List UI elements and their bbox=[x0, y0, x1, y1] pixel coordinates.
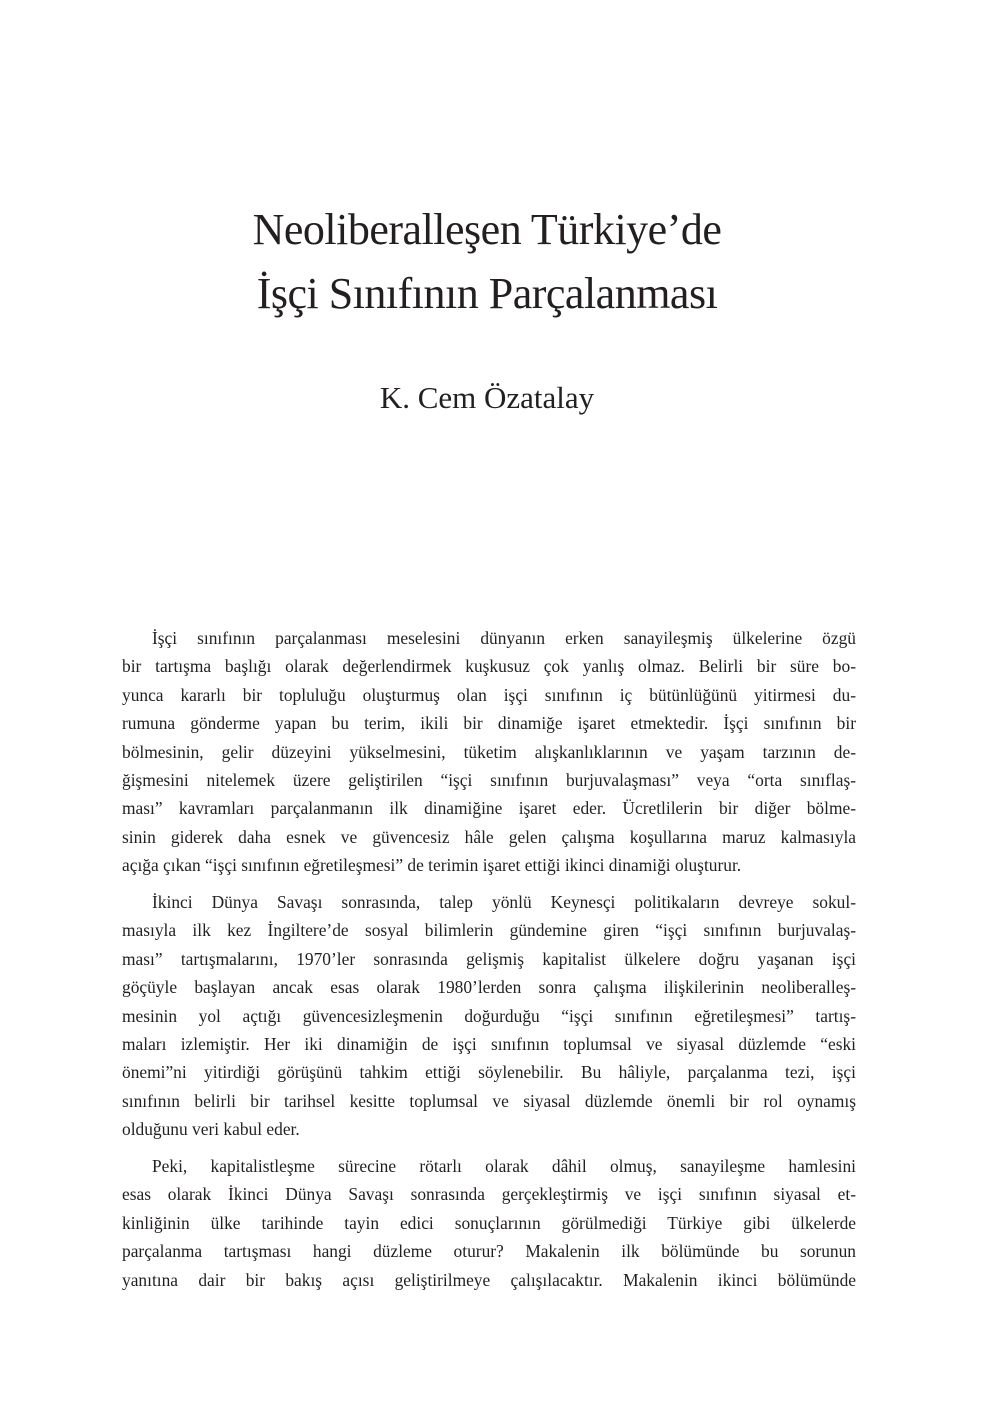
paragraph bbox=[122, 1152, 856, 1294]
paragraph bbox=[122, 624, 856, 880]
text-line: kinliğinin ülke tarihinde tayin edici sonuçlarının görülmediği Türkiye gibi ülkelerde bbox=[122, 1212, 856, 1233]
text-line: sınıfının belirli bir tarihsel kesitte toplumsal ve siyasal düzlemde önemli bir rol oynamış bbox=[122, 1090, 856, 1111]
author-name: K. Cem Özatalay bbox=[379, 380, 595, 415]
text-line: Peki, kapitalistleşme sürecine rötarlı olarak dâhil olmuş, sanayileşme hamlesini bbox=[152, 1156, 856, 1177]
text-line: masıyla ilk kez İngiltere’de sosyal bilimlerin gündemine giren “işçi sınıfının burjuvalaş- bbox=[122, 920, 856, 941]
text-line: önemi”ni yitirdiği görüşünü tahkim ettiği söylenebilir. Bu hâliyle, parçalanma tezi, işçi bbox=[122, 1062, 856, 1083]
text-line: parçalanma tartışması hangi düzleme oturur? Makalenin ilk bölümünde bu sorunun bbox=[122, 1241, 856, 1262]
text-line: maları izlemiştir. Her iki dinamiğin de işçi sınıfının toplumsal ve siyasal düzlemde “eski bbox=[122, 1033, 856, 1054]
paragraph bbox=[122, 888, 856, 1144]
text-line: olduğunu veri kabul eder. bbox=[122, 1119, 300, 1140]
text-line: açığa çıkan “işçi sınıfının eğretileşmesi” de terimin işaret ettiği ikinci dinamiği oluşturur. bbox=[122, 855, 742, 876]
text-line: bölmesinin, gelir düzeyini yükselmesini, tüketim alışkanlıklarının ve yaşam tarzının de- bbox=[122, 741, 856, 762]
article-body bbox=[122, 624, 856, 1302]
page-title bbox=[0, 198, 974, 326]
text-line: İşçi sınıfının parçalanması meselesini dünyanın erken sanayileşmiş ülkelerine özgü bbox=[152, 628, 856, 648]
title-line-1: Neoliberalleşen Türkiye’de bbox=[252, 205, 722, 254]
text-line: ması” tartışmalarını, 1970’ler sonrasında gelişmiş kapitalist ülkelere doğru yaşanan işçi bbox=[122, 948, 856, 969]
text-line: rumuna gönderme yapan bu terim, ikili bir dinamiğe işaret etmektedir. İşçi sınıfının bir bbox=[122, 713, 856, 734]
text-line: yunca kararlı bir topluluğu oluşturmuş olan işçi sınıfının iç bütünlüğünü yitirmesi du- bbox=[122, 684, 856, 705]
text-line: göçüyle başlayan ancak esas olarak 1980’lerden sonra çalışma ilişkilerinin neoliberalleş- bbox=[122, 977, 856, 998]
text-line: ması” kavramları parçalanmanın ilk dinamiğine işaret eder. Ücretlilerin bir diğer bölme- bbox=[122, 798, 856, 819]
title-line-2: İşçi Sınıfının Parçalanması bbox=[256, 269, 718, 318]
text-line: sinin giderek daha esnek ve güvencesiz hâle gelen çalışma koşullarına maruz kalmasıyla bbox=[122, 826, 856, 847]
text-line: İkinci Dünya Savaşı sonrasında, talep yönlü Keynesçi politikaların devreye sokul- bbox=[152, 892, 856, 913]
text-line: mesinin yol açtığı güvencesizleşmenin doğurduğu “işçi sınıfının eğretileşmesi” tartış- bbox=[122, 1005, 856, 1026]
text-line: ğişmesini nitelemek üzere geliştirilen “işçi sınıfının burjuvalaşması” veya “orta sınıflaş- bbox=[122, 769, 856, 790]
text-line: esas olarak İkinci Dünya Savaşı sonrasında gerçekleştirmiş ve işçi sınıfının siyasal et- bbox=[122, 1184, 856, 1205]
text-line: yanıtına dair bir bakış açısı geliştirilmeye çalışılacaktır. Makalenin ikinci bölümünde bbox=[122, 1269, 856, 1290]
text-line: bir tartışma başlığı olarak değerlendirmek kuşkusuz çok yanlış olmaz. Belirli bir süre bo- bbox=[122, 656, 856, 677]
